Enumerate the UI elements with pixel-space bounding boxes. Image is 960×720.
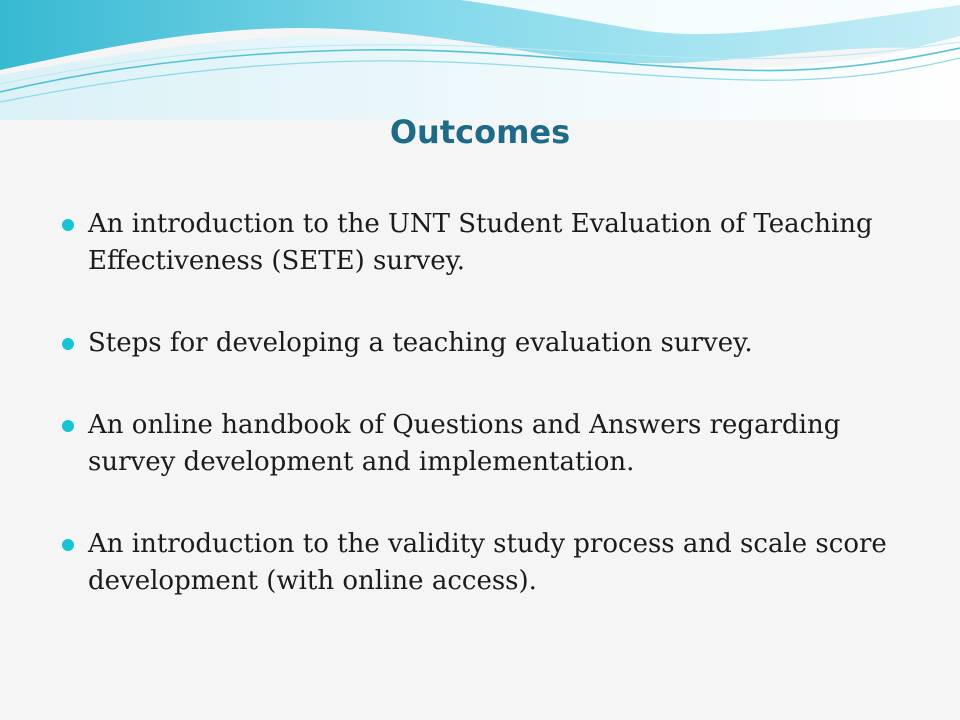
bullet-text-2: Steps for developing a teaching evaluation survey. — [88, 328, 753, 358]
bullet-icon — [62, 420, 74, 432]
bullet-list — [62, 206, 902, 600]
bullet-text-3: An online handbook of Questions and Answers regarding survey development and implementation. — [88, 410, 841, 477]
header-wave-decoration — [0, 0, 960, 120]
bullet-icon — [62, 338, 74, 350]
bullet-item-3 — [62, 407, 902, 481]
bullet-item-2 — [62, 325, 902, 362]
slide-title: Outcomes — [389, 113, 571, 151]
bullet-item-1 — [62, 206, 902, 280]
bullet-icon — [62, 539, 74, 551]
bullet-item-4 — [62, 526, 902, 600]
bullet-text-1: An introduction to the UNT Student Evaluation of Teaching Effectiveness (SETE) survey. — [88, 209, 873, 276]
bullet-icon — [62, 219, 74, 231]
bullet-text-4: An introduction to the validity study process and scale score development (with online access). — [88, 529, 887, 596]
